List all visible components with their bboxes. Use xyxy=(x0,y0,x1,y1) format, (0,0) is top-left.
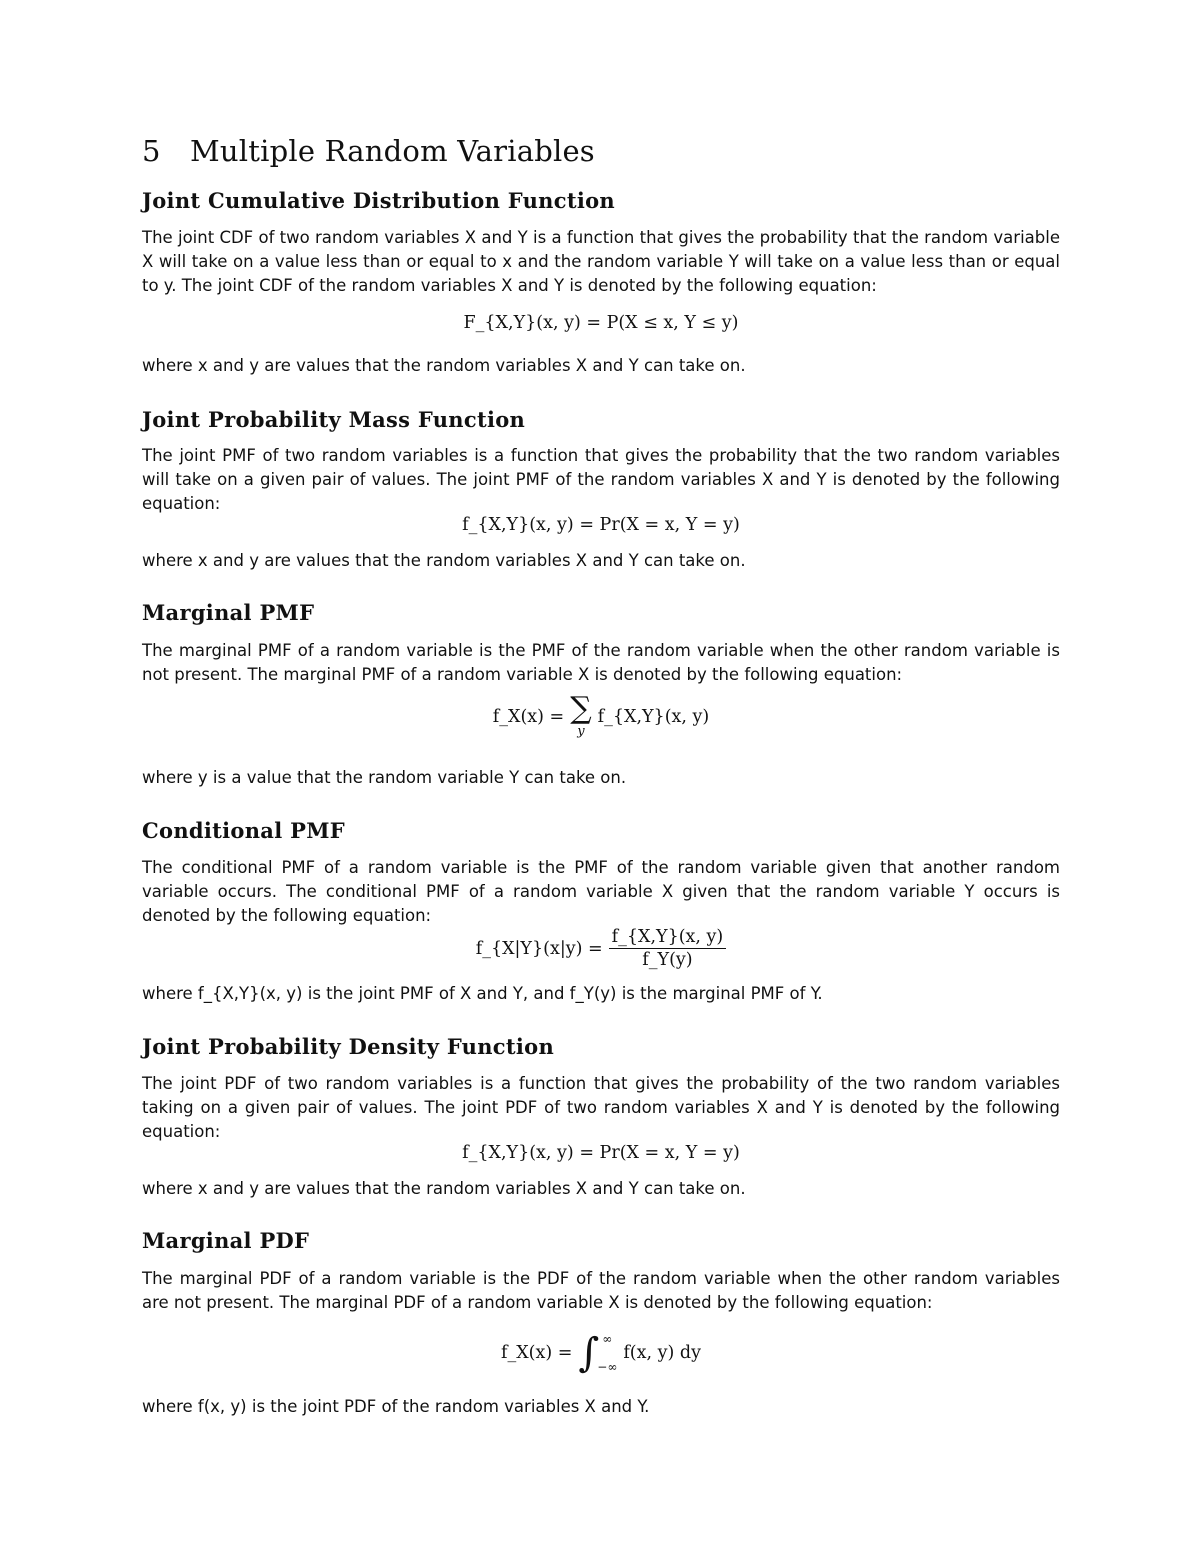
section-paragraph: The joint PDF of two random variables is a function that gives the probability of the two random variables taking on a given pair of values. The joint PDF of two random variables X and Y is denoted by the following equation: xyxy=(142,1074,1060,1141)
equation-lhs: f_{X|Y}(x|y) = xyxy=(475,938,603,959)
integral-upper-limit: ∞ xyxy=(602,1332,613,1346)
summation-operator xyxy=(570,691,592,740)
equation xyxy=(142,926,1060,971)
equation-lhs: f_X(x) = xyxy=(492,707,565,727)
integral-lower-limit: −∞ xyxy=(597,1360,618,1374)
section-heading: Marginal PMF xyxy=(142,600,315,625)
equation: F_{X,Y}(x, y) = P(X ≤ x, Y ≤ y) xyxy=(463,313,739,333)
equation-note: where f_{X,Y}(x, y) is the joint PMF of X and Y, and f_Y(y) is the marginal PMF of Y. xyxy=(142,984,823,1003)
section-heading: Joint Probability Mass Function xyxy=(142,407,526,432)
fraction xyxy=(609,926,727,971)
chapter-heading xyxy=(142,134,595,168)
section-heading: Joint Probability Density Function xyxy=(142,1034,555,1059)
sigma-symbol: ∑ xyxy=(570,691,592,726)
integral-limits xyxy=(597,1325,617,1381)
integral-symbol: ∫ xyxy=(578,1330,600,1376)
equation-note: where x and y are values that the random variables X and Y can take on. xyxy=(142,356,746,375)
section-paragraph: The marginal PMF of a random variable is the PMF of the random variable when the other random variable is not present. The marginal PMF of a random variable X is denoted by the following equation: xyxy=(142,641,1060,684)
fraction-denominator: f_Y(y) xyxy=(642,950,693,970)
equation-note: where y is a value that the random variable Y can take on. xyxy=(142,768,627,787)
fraction-numerator: f_{X,Y}(x, y) xyxy=(609,926,727,949)
chapter-title: Multiple Random Variables xyxy=(190,134,595,168)
integral-operator xyxy=(578,1325,617,1381)
equation-note: where f(x, y) is the joint PDF of the random variables X and Y. xyxy=(142,1397,650,1416)
section-heading: Marginal PDF xyxy=(142,1228,310,1253)
equation: f_{X,Y}(x, y) = Pr(X = x, Y = y) xyxy=(462,515,740,535)
section-paragraph: The joint PMF of two random variables is a function that gives the probability that the two random variables will take on a given pair of values. The joint PMF of the random variables X and Y is denoted by the following equation: xyxy=(142,446,1060,513)
equation-lhs: f_X(x) = xyxy=(500,1343,573,1363)
equation xyxy=(142,691,1060,740)
section-paragraph: The joint CDF of two random variables X and Y is a function that gives the probability that the random variable X will take on a value less than or equal to x and the random variable Y will take on a value less than or equal to y. The joint CDF of the random variables X and Y is denoted by the following equation: xyxy=(142,228,1060,295)
equation-rhs: f(x, y) dy xyxy=(623,1343,701,1363)
section-paragraph: The marginal PDF of a random variable is the PDF of the random variable when the other random variables are not present. The marginal PDF of a random variable X is denoted by the following equation: xyxy=(142,1269,1060,1312)
equation-note: where x and y are values that the random variables X and Y can take on. xyxy=(142,1179,746,1198)
summation-index: y xyxy=(577,724,585,739)
chapter-number: 5 xyxy=(142,134,161,168)
section-heading: Joint Cumulative Distribution Function xyxy=(142,188,615,213)
equation xyxy=(142,1325,1060,1381)
equation-note: where x and y are values that the random variables X and Y can take on. xyxy=(142,551,746,570)
section-heading: Conditional PMF xyxy=(142,818,345,843)
section-paragraph: The conditional PMF of a random variable is the PMF of the random variable given that another random variable occurs. The conditional PMF of a random variable X given that the random variable Y occurs is denoted by the following equation: xyxy=(142,858,1060,925)
equation: f_{X,Y}(x, y) = Pr(X = x, Y = y) xyxy=(462,1143,740,1163)
equation-rhs: f_{X,Y}(x, y) xyxy=(597,707,710,727)
